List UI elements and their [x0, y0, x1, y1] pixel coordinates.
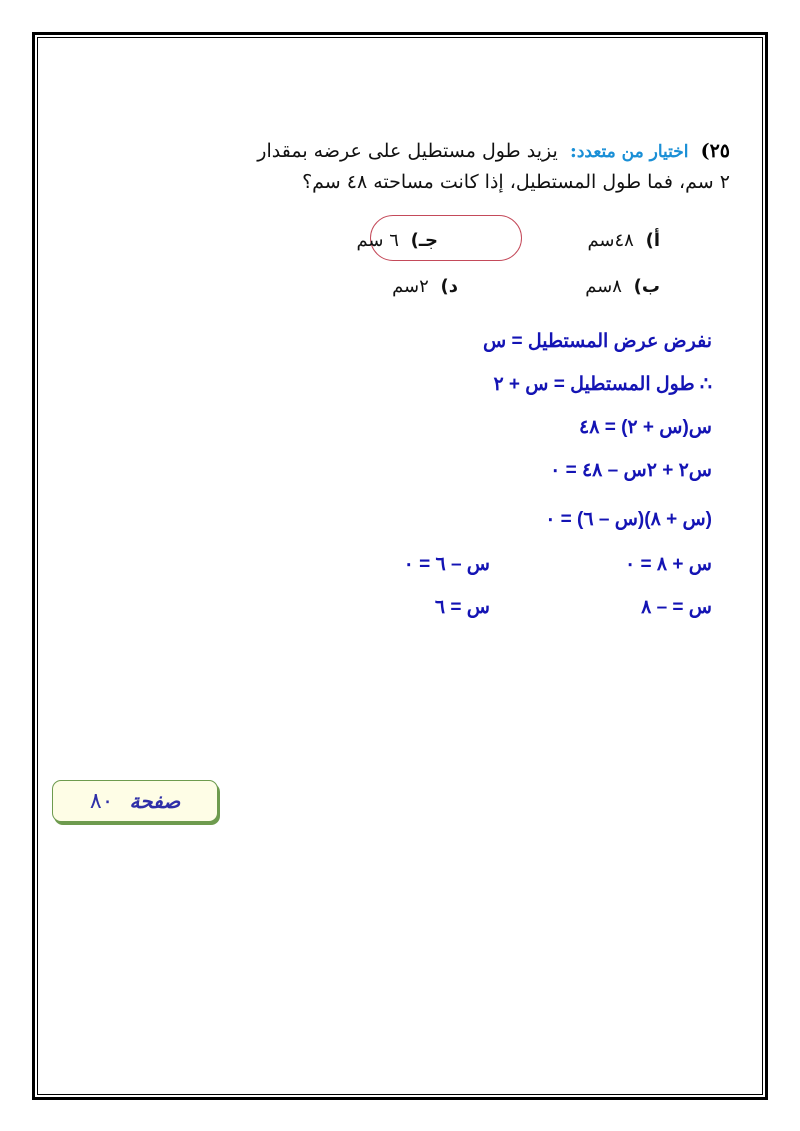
question-line-2: ٢ سم، فما طول المستطيل، إذا كانت مساحته ٤٨ سم؟ — [302, 171, 730, 193]
question-line-1 — [257, 140, 730, 162]
option-b-letter: ب) — [633, 276, 660, 297]
option-a-letter: أ) — [645, 230, 660, 251]
solution-line-6-right: س + ٨ = ٠ — [625, 554, 712, 575]
option-b[interactable] — [585, 276, 660, 297]
option-b-value: ٨سم — [585, 276, 622, 297]
solution-line-6-left: س – ٦ = ٠ — [403, 554, 490, 575]
option-c[interactable] — [356, 230, 438, 251]
question-text-1: يزيد طول مستطيل على عرضه بمقدار — [257, 140, 558, 162]
solution-line-1: نفرض عرض المستطيل = س — [483, 331, 712, 352]
page-label: صفحة — [129, 789, 181, 813]
solution-line-2: ∴ طول المستطيل = س + ٢ — [493, 374, 712, 395]
page-number-badge — [52, 780, 218, 822]
option-d-value: ٢سم — [392, 276, 429, 297]
option-a-value: ٤٨سم — [587, 230, 634, 251]
question-tag-colon: : — [569, 140, 577, 162]
page-number: ٨٠ — [89, 788, 114, 814]
question-tag: اختيار من متعدد — [576, 142, 689, 162]
question-number: ٢٥) — [700, 140, 730, 162]
solution-line-3: س(س + ٢) = ٤٨ — [579, 417, 712, 438]
option-c-value: ٦ سم — [356, 230, 399, 251]
solution-line-4: س٢ + ٢س – ٤٨ = ٠ — [550, 460, 712, 481]
solution-line-7-right: س = – ٨ — [641, 597, 712, 618]
option-c-letter: جـ) — [410, 230, 438, 251]
solution-line-5: (س + ٨)(س – ٦) = ٠ — [545, 509, 712, 530]
option-a[interactable] — [587, 230, 660, 251]
option-d[interactable] — [392, 276, 458, 297]
option-d-letter: د) — [440, 276, 458, 297]
solution-line-7-left: س = ٦ — [434, 597, 490, 618]
